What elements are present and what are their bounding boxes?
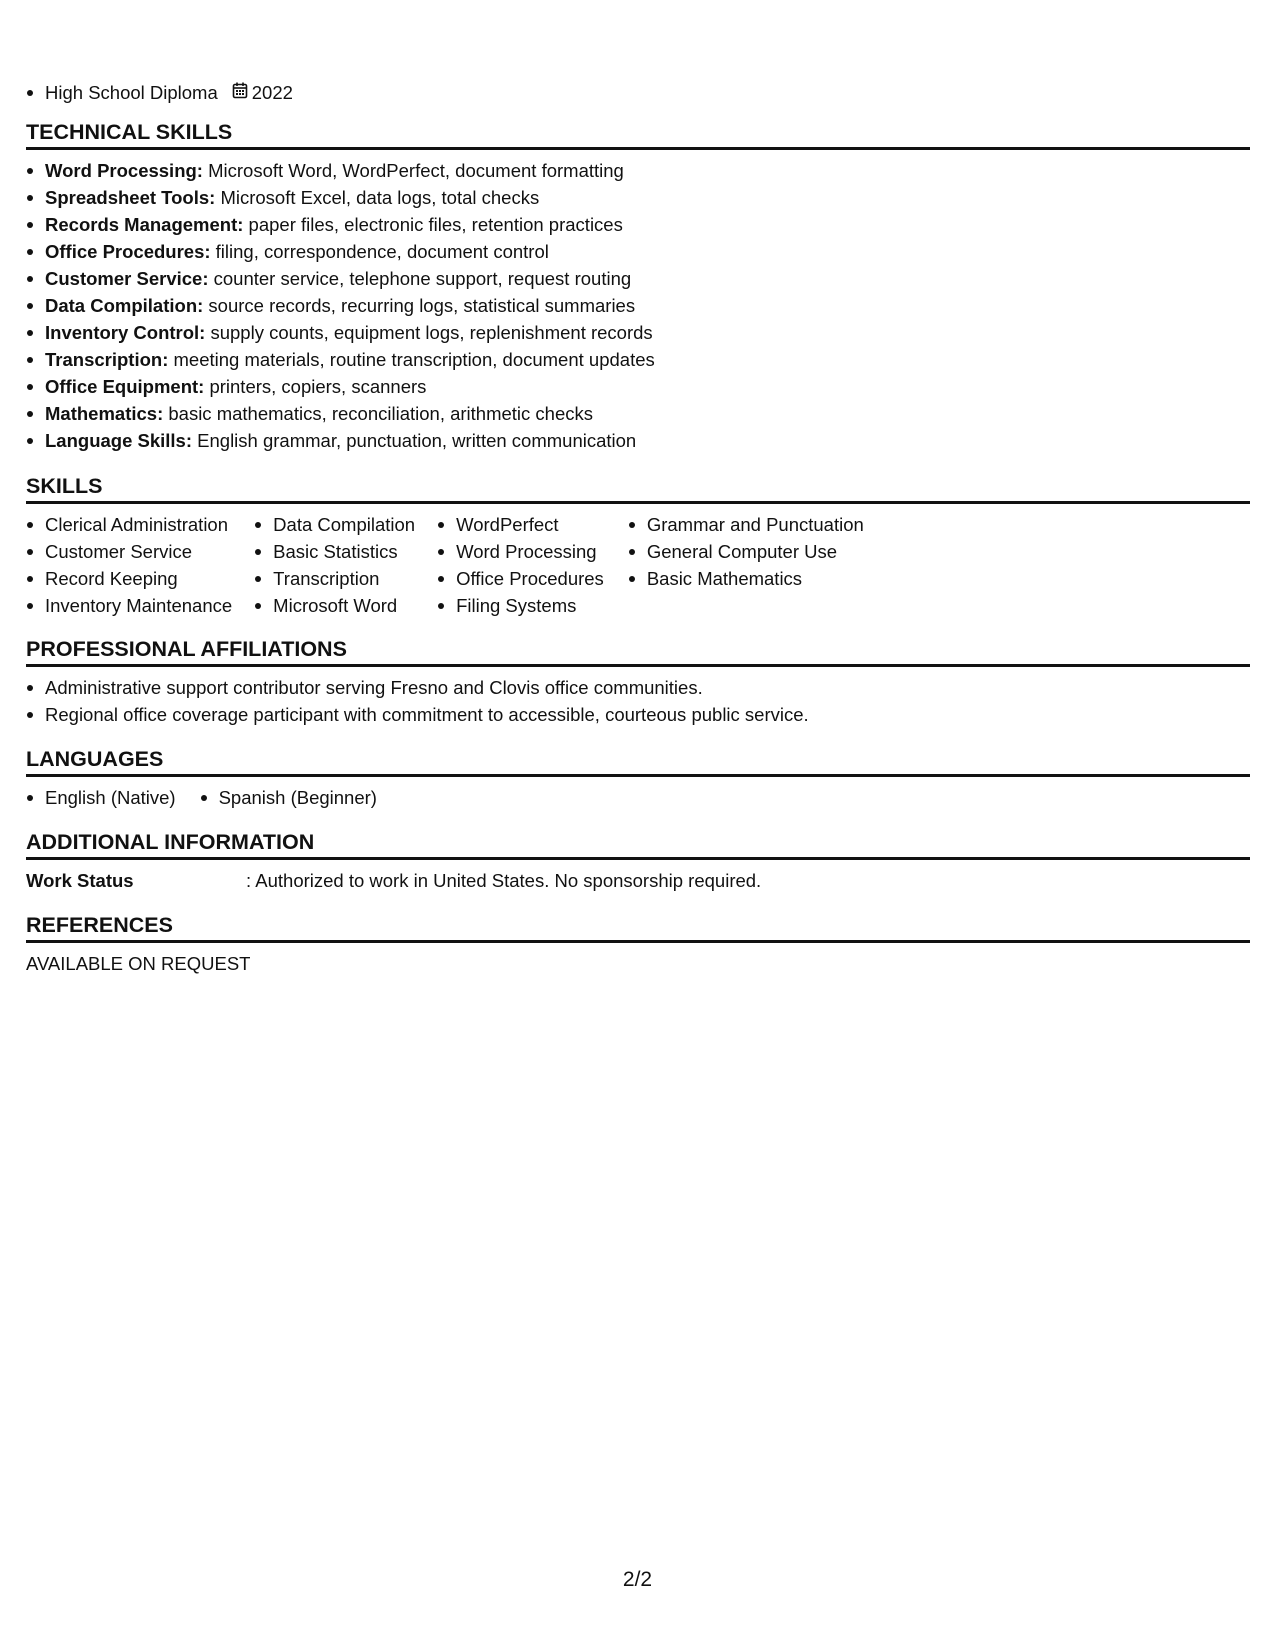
- list-item: Word Processing: [437, 538, 604, 565]
- list-item: [26, 427, 1250, 454]
- skill-label: Word Processing:: [45, 160, 203, 181]
- skill-text: Microsoft Excel, data logs, total checks: [215, 187, 540, 208]
- skill-text: English grammar, punctuation, written communication: [192, 430, 637, 451]
- list-item: [26, 292, 1250, 319]
- list-item: Administrative support contributor serving Fresno and Clovis office communities.: [26, 674, 1250, 701]
- education-list: [26, 79, 293, 106]
- list-item: WordPerfect: [437, 511, 604, 538]
- skill-text: counter service, telephone support, request routing: [208, 268, 632, 289]
- education-item: [26, 79, 293, 106]
- work-status-value: : Authorized to work in United States. No sponsorship required.: [246, 870, 762, 891]
- skill-text: paper files, electronic files, retention practices: [243, 214, 623, 235]
- skill-text: meeting materials, routine transcription, document updates: [168, 349, 655, 370]
- list-item: [26, 373, 1250, 400]
- skill-label: Language Skills:: [45, 430, 193, 451]
- section-heading: REFERENCES: [26, 910, 1250, 943]
- list-item: Grammar and Punctuation: [628, 511, 864, 538]
- skill-label: Records Management:: [45, 214, 244, 235]
- work-status-label: Work Status: [26, 870, 134, 891]
- section-heading: TECHNICAL SKILLS: [26, 117, 1250, 150]
- skills-column: [254, 511, 415, 619]
- languages-list: [26, 784, 1250, 811]
- skill-text: source records, recurring logs, statistical summaries: [203, 295, 636, 316]
- list-item: Inventory Maintenance: [26, 592, 232, 619]
- skills-columns: [26, 511, 1250, 619]
- list-item: Customer Service: [26, 538, 232, 565]
- list-item: Basic Mathematics: [628, 565, 864, 592]
- skill-text: basic mathematics, reconciliation, arithmetic checks: [163, 403, 594, 424]
- section-heading: LANGUAGES: [26, 744, 1250, 777]
- technical-skills-section: [26, 117, 1250, 454]
- list-item: General Computer Use: [628, 538, 864, 565]
- skill-label: Transcription:: [45, 349, 169, 370]
- references-text: AVAILABLE ON REQUEST: [26, 953, 251, 974]
- list-item: Record Keeping: [26, 565, 232, 592]
- affiliations-list: [26, 674, 1250, 728]
- skill-label: Customer Service:: [45, 268, 209, 289]
- skill-label: Inventory Control:: [45, 322, 206, 343]
- skill-text: supply counts, equipment logs, replenishment records: [205, 322, 653, 343]
- calendar-icon: [232, 79, 248, 106]
- list-item: [26, 265, 1250, 292]
- skills-column: [628, 511, 864, 619]
- skill-text: filing, correspondence, document control: [210, 241, 549, 262]
- list-item: Spanish (Beginner): [200, 784, 377, 811]
- list-item: [26, 211, 1250, 238]
- list-item: [26, 238, 1250, 265]
- list-item: Data Compilation: [254, 511, 415, 538]
- skill-label: Spreadsheet Tools:: [45, 187, 216, 208]
- skills-section: [26, 471, 1250, 619]
- list-item: Regional office coverage participant with commitment to accessible, courteous public service.: [26, 701, 1250, 728]
- work-status-row: [26, 867, 1250, 894]
- list-item: Basic Statistics: [254, 538, 415, 565]
- skills-column: [26, 511, 232, 619]
- graduation-year: 2022: [251, 82, 293, 103]
- section-heading: PROFESSIONAL AFFILIATIONS: [26, 634, 1250, 667]
- technical-skills-list: [26, 157, 1250, 454]
- list-item: [26, 319, 1250, 346]
- skill-label: Office Equipment:: [45, 376, 205, 397]
- section-heading: SKILLS: [26, 471, 1250, 504]
- skill-label: Office Procedures:: [45, 241, 211, 262]
- list-item: Microsoft Word: [254, 592, 415, 619]
- page-number: 2/2: [622, 1568, 653, 1591]
- list-item: [26, 184, 1250, 211]
- list-item: [26, 346, 1250, 373]
- skill-text: Microsoft Word, WordPerfect, document formatting: [202, 160, 624, 181]
- skill-text: printers, copiers, scanners: [204, 376, 427, 397]
- list-item: Filing Systems: [437, 592, 604, 619]
- list-item: [26, 400, 1250, 427]
- skills-column: [437, 511, 604, 619]
- list-item: Clerical Administration: [26, 511, 232, 538]
- skill-label: Data Compilation:: [45, 295, 204, 316]
- list-item: [26, 157, 1250, 184]
- degree-name: High School Diploma: [45, 82, 218, 103]
- list-item: Transcription: [254, 565, 415, 592]
- section-heading: ADDITIONAL INFORMATION: [26, 827, 1250, 860]
- skill-label: Mathematics:: [45, 403, 164, 424]
- languages-section: [26, 744, 1250, 811]
- additional-info-section: [26, 827, 1250, 894]
- affiliations-section: [26, 634, 1250, 728]
- references-section: [26, 910, 1250, 977]
- list-item: English (Native): [26, 784, 176, 811]
- list-item: Office Procedures: [437, 565, 604, 592]
